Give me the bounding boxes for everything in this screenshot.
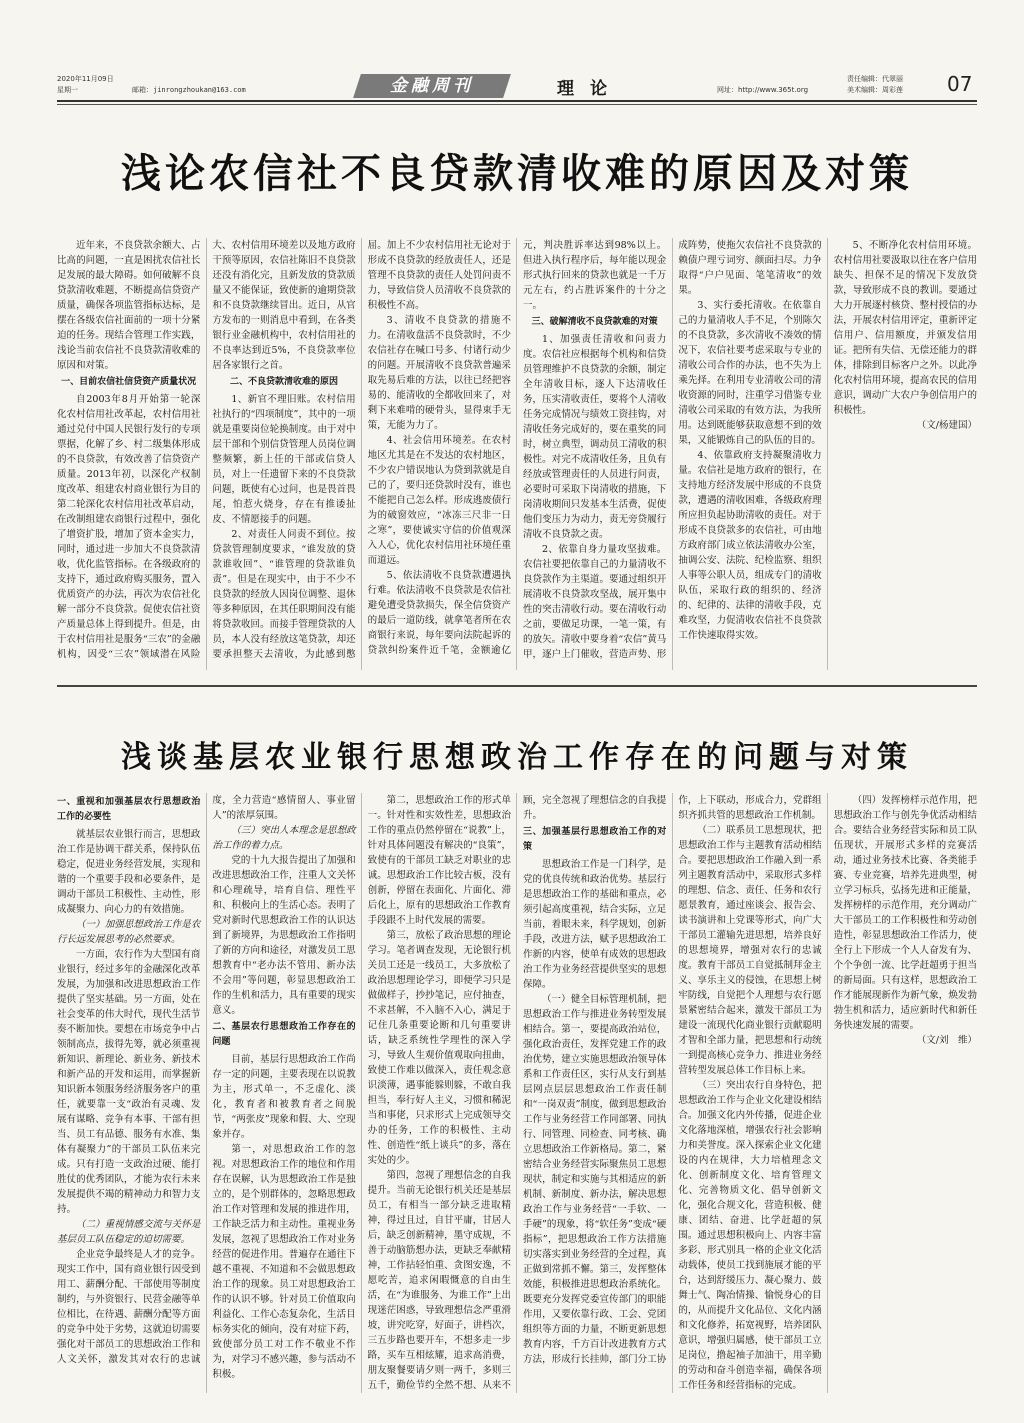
article1-section-heading: 二、不良贷款清收难的原因	[229, 377, 338, 387]
article2-paragraph: 第三，放松了政治思想的理论学习。笔者调查发现，无论银行机关员工还是一线员工，大多放松了政治思想理论学习，即便学习只是做做样子，抄抄笔记，应付抽查，不求甚解，不入脑不入心，满足于记住几条重要论断和几句重要讲话，缺乏系统性学理性的深入学习，导致人生观价值观取向扭曲，致使工作难以做深入，责任观念意识淡薄，遇事能躲则躲，不敢自我担当，奉行好人主义，习惯和稀泥当和事佬，只求形式上完成领导交办的任务，工作的积极性、主动性、创造性“纸上谈兵”的多，落在实处的少。	[367, 930, 511, 1166]
section-title: 理论	[557, 79, 623, 99]
article1-section-heading: 三、破解清收不良贷款难的对策	[531, 317, 658, 327]
article2-title: 浅谈基层农业银行思想政治工作存在的问题与对策	[121, 740, 913, 775]
art-editor: 美术编辑：周彩莲	[847, 86, 903, 94]
article1-body	[57, 238, 977, 670]
article1-byline: （文/杨建国）	[916, 420, 977, 431]
article1-paragraph: 3、清收不良贷款的措施不力。在清收盘活不良贷款时，不少农信社存在喊口号多、付诸行动少的问题。开展清收不良贷款普遍采取先易后难的方法，以往已经把容易的、能清收的全都收回来了，对剩下来难啃的硬骨头，显得束手无策，无能为力了。	[367, 315, 511, 431]
article2-paragraph: 党的十九大报告提出了加强和改进思想政治工作，注重人文关怀和心理疏导，培育自信、理性平和、积极向上的生活心态。表明了党对新时代思想政治工作的认识达到了新境界，为思想政治工作指明了新的方向和途径，对激发员工思想教育中“老办法不管用、新办法不会用”等问题，彰显思想政治工作的生机和活力，具有重要的现实意义。	[212, 855, 356, 1016]
article2-section-heading: 一、重视和加强基层农行思想政治工作的必要性	[57, 797, 201, 822]
article2-byline: （文/刘 维）	[916, 1035, 977, 1046]
contact-email: 邮箱：jinrongzhoukan@163.com	[132, 86, 246, 94]
article2-paragraph: （三）突出农行自身特色，把思想政治工作与企业文化建设相结合。加强文化内外传播，促进企业文化落地深植，增强农行社会影响力和美誉度。深入探索企业文化建设的内在规律，大力培植理念文化、创新制度文化、培育管理文化、完善物质文化、倡导创新文化，强化合规文化，营造积极、健康、团结、奋进、比学赶超的氛围。通过思想积极向上、内容丰富多彩、形式别具一格的企业文化活动载体，使员工找到施展才能的平台，达到舒缓压力、凝心聚力、鼓舞士气、陶冶情操、愉悦身心的目的，从而提升文化品位、文化内涵和文化修养，拓宽视野，培养团队意识，增强归属感，使干部员工立足岗位，撸起袖子加油干，用辛勤的劳动和奋斗创造幸福，确保各项工作任务和经营指标的完成。	[678, 1080, 822, 1391]
article1-section-heading: 一、目前农信社信贷资产质量状况	[61, 377, 197, 387]
article2-paragraph: 目前，基层行思想政治工作尚存一定的问题，主要表现在以说教为主，形式单一，不乏虚化、淡化，教育者和被教育者之间脱节，“两张皮”现象和假、大、空现象并存。	[212, 1054, 356, 1140]
article2-paragraph: （一）健全目标管理机制，把思想政治工作与推进业务转型发展相结合。第一，要提高政治站位，强化政治责任，发挥党建工作的政治优势，建立实施思想政治领导体系和工作责任区，实行从支行到基层网点层层思想政治工作责任制和“一岗双责”制度，做到思想政治工作与业务经营工作同部署、同执行、同管理、同检查、同考核、确立思想政治工作新格局。第二，紧密结合业务经营实际聚焦员工思想现状，制定和实施与其相适应的新机制、新制度、新办法，解决思想政治工作与业务经营“一手软、一手硬”的现象，将“软任务”变成“硬指标”，把思想政治工作方法措施切实落实到业务经营的全过程，真正做到常抓不懈。第三，发挥整体效能，积极推进思想政治系统化。既要充分发挥党委宣传部门的职能作用，又要依靠行政、工会、党团组织等方面的力量，不断更新思想教育内容，千方百计改进教育方式方法，形成行长挂帅，部门分工协作，上下联动，形成合力，党群组织齐抓共管的思想政治工作机制。	[522, 795, 822, 1365]
article1-title: 浅论农信社不良贷款清收难的原因及对策	[121, 150, 913, 197]
article1-paragraph: 5、不断净化农村信用环境。农村信用社要汲取以往在客户信用缺失、担保不足的情况下发放贷款，导致形成不良的教训。要通过大力开展逐村核贷、整村授信的办法，开展农村信用评定，重新评定信用户、信用额度，并颁发信用证。把所有失信、无偿还能力的群体，排除到目标客户之外。以此净化农村信用环境，提高农民的信用意识，调动广大农户争创信用户的积极性。	[833, 240, 977, 416]
article1-paragraph: 2、依靠自身力量攻坚拔难。农信社要把依靠自己的力量清收不良贷款作为主渠道。要通过组织开展清收不良贷款攻坚战，展开集中性的突击清收行动。要在清收行动之前，要做足功课，一笔一策，有的放矢。清收中要身着“农信”黄马甲，逐户上门催收，营造声势、形成阵势，使拖欠农信社不良贷款的赖债户理亏词穷、颜面扫尽。力争取得“户户见面、笔笔清收”的效果。	[522, 240, 822, 660]
article2-paragraph: 一方面，农行作为大型国有商业银行，经过多年的金融深化改革发展，为加强和改进思想政治工作提供了坚实基础。另一方面，处在社会变革的伟大时代，现代生活节奏不断加快。要想在市场竞争中占领制高点，拔得先筹，就必须重视新知识、新理论、新业务、新技术和新产品的开发和运用，而掌握新知识新本领服务经济服务客户的重任，就要靠一支“政治有灵魂、发展有谋略、竞争有本事、干部有担当、员工有品德、服务有水准、集体有凝聚力”的干部员工队伍来完成。只有打造一支政治过硬、能打胜仗的优秀团队，才能为农行未来发展提供不竭的精神动力和智力支持。	[57, 949, 201, 1215]
article1-paragraph: 5、依法清收不良贷款遭遇执行难。依法清收不良贷款是农信社避免遭受贷款损失，保全信贷资产的最后一道防线，就拿笔者所在农商银行来说，每年要向法院起诉的贷款纠纷案件近千笔，金额逾亿元，判决胜诉率达到98%以上。但进入执行程序后，每年能以现金形式执行回来的贷款也就是一千万元左右，约占胜诉案件的十分之一。	[367, 240, 667, 656]
article1-paragraph: 自2003年8月开始第一轮深化农村信用社改革起，农村信用社通过兑付中国人民银行发行的专项票据，化解了乡、村二级集体形成的不良贷款，有效改善了信贷资产质量。2013年初，以深化产权制度改革、组建农村商业银行为目的第二轮深化农村信用社改革启动，在改制组建农商银行过程中，强化了增资扩股，增加了资本金实力，同时，通过进一步加大不良贷款清收，优化监管指标。在各级政府的支持下，通过政府购买服务，置入优质资产的办法，再次为农信社化解一部分不良贷款。促使农信社资产质量总体上得到提升。但是，由于农村信用社是服务“三农”的金融机构，因受“三农”领域潜在风险大、农村信用环境差以及地方政府干预等原因，农信社陈旧不良贷款还没有消化完，且新发放的贷款质量又不能保证，致使新的逾期贷款和不良贷款继续冒出。近日，从官方发布的一则消息中看到，在各类银行业金融机构中，农村信用社的不良率达到近5%，不良贷款率位居各家银行之首。	[57, 240, 356, 660]
article2-paragraph: （二）联系员工思想现状，把思想政治工作与主题教育活动相结合。要把思想政治工作融入到一系列主题教育活动中，采取形式多样的理想、信念、责任、任务和农行愿景教育，通过座谈会、报告会、读书演讲和上党课等形式，向广大干部员工灌输先进思想，培养良好的思想境界，增强对农行的忠诚度。教育干部员工自觉抵制拜金主义、享乐主义的侵蚀，在思想上树牢防线，自觉把个人理想与农行愿景紧密结合起来，激发干部员工为建设一流现代化商业银行贡献聪明才智和全部力量，把思想和行动统一到提高核心竞争力、推进业务经营转型发展总体工作目标上来。	[678, 825, 822, 1076]
brand-name: 金融周刊	[390, 76, 474, 96]
article2-section-heading: 三、加强基层行思想政治工作的对策	[522, 827, 667, 852]
page-header	[57, 68, 977, 104]
brand-logo	[353, 74, 511, 98]
responsible-editor: 责任编辑：代翠丽	[847, 75, 903, 83]
issue-date: 2020年11月09日	[57, 75, 114, 83]
article1-paragraph: 4、依靠政府支持凝聚清收力量。农信社是地方政府的银行，在支持地方经济发展中形成的不良贷款，遭遇的清收困难，各级政府理所应担负起协助清收的责任。对于形成不良贷款多的农信社，可由地方政府部门成立依法清收办公室，抽调公安、法院、纪检监察、组织人事等公职人员，组成专门的清收队伍，采取行政的组织的、经济的、纪律的、法律的清收手段，克难攻坚，力促清收农信社不良贷款工作快速取得实效。	[678, 450, 822, 641]
header-rule	[57, 100, 977, 102]
article1-paragraph: 2、对责任人问责不到位。按贷款管理制度要求，“谁发放的贷款谁收回”、“谁管理的贷款谁负责”。但是在现实中，由于不少不良贷款的经放人因岗位调整、退休等多种原因，在其任职期间没有能将贷款收回。而接手管理贷款的人员，本人没有经放这笔贷款，却还要承担整天去清收，为此感到憋屈。加上不少农村信用社无论对于形成不良贷款的经放责任人，还是管理不良贷款的责任人处罚问责不力，导致信贷人员清收不良贷款的积极性不高。	[212, 240, 511, 660]
article1-paragraph: 近年来，不良贷款余额大、占比高的问题，一直是困扰农信社长足发展的最大障碍。如何破解不良贷款清收难题，不断提高信贷资产质量，确保各项监管指标达标，是摆在各级农信社面前的一项十分紧迫的任务。现结合管理工作实践，浅论当前农信社不良贷款清收难的原因和对策。	[57, 240, 201, 371]
issue-date-block	[57, 74, 114, 96]
article2-subheading: （一）加强思想政治工作是农行长远发展思考的必然要求。	[57, 919, 201, 945]
article-divider	[57, 685, 977, 687]
header-rule-thin	[57, 104, 977, 105]
article2-paragraph: 第二，思想政治工作的形式单一。针对性和实效性差，思想政治工作的重点仍然停留在“说教”上，针对具体问题没有解决的“良策”，致使有的干部员工缺乏对职业的忠诚。思想政治工作比较古板，没有创新，停留在表面化、片面化、滞后化上，原有的思想政治工作教育手段跟不上时代发展的需要。	[367, 795, 511, 926]
article2-paragraph: （四）发挥榜样示范作用，把思想政治工作与创先争优活动相结合。要结合业务经营实际和员工队伍现状，开展形式多样的竞赛活动，通过业务技术比赛、各类能手赛、专业竞赛，培养先进典型，树立学习标兵，弘扬先进和正能量，发挥榜样的示范作用，充分调动广大干部员工的工作积极性和劳动创造性，彰显思想政治工作活力，使全行上下形成一个人人奋发有为、个个争创一流、比学赶超勇于担当的新局面。只有这样，思想政治工作才能展现新作为新气象，焕发勃勃生机和活力，适应新时代和新任务快速发展的需要。	[833, 795, 977, 1031]
page-number: 07	[947, 72, 973, 96]
article2-subheading: （二）重视情感交流与关怀是基层员工队伍稳定的迫切需要。	[57, 1219, 201, 1245]
issue-weekday: 星期一	[57, 86, 78, 94]
article2-body	[57, 793, 977, 1393]
article1-paragraph: 1、新官不理旧账。农村信用社执行的“四项制度”，其中的一项就是重要岗位轮换制度。由于对中层干部和个别信贷管理人员岗位调整频繁，新上任的干部或信贷人员，对上一任遗留下来的不良贷款问题，既使有心过问，也是畏首畏尾，怕惹火烧身，存在有推诿扯皮、不情愿接手的问题。	[212, 394, 356, 525]
article2-paragraph: 就基层农业银行而言，思想政治工作是协调干群关系，保持队伍稳定，促进业务经营发展，实现和谐的一个重要手段和必要条件，是调动干部员工积极性、主动性，形成凝聚力、向心力的有效措施。	[57, 829, 201, 915]
article2-paragraph: 第四，忽视了理想信念的自我提升。当前无论银行机关还是基层员工，有相当一部分缺乏进取精神，得过且过，自甘平庸，甘居人后，缺乏创新精神，墨守成规，不善于动脑筋想办法，更缺乏奉献精神，工作拈轻怕重、贪图安逸，不愿吃苦，追求闲暇慨意的自由生活，在“为谁服务、为谁工作”上出现迷茫困惑，导致理想信念严重滑坡，讲究吃穿，好面子，讲档次，三五步路也要开车，不想多走一步路，买车互相炫耀，追求高消费，朋友聚餐要请夕则一两千，多则三五千，勤俭节约全然不想、从来不顾，完全忽视了理想信念的自我提升。	[367, 795, 667, 1391]
article1-paragraph: 3、实行委托清收。在依靠自己的力量清收人手不足，个别陈欠的不良贷款，多次清收不凑效的情况下，农信社要考虑采取与专业的清收公司合作的办法，也不失为上乘先择。在利用专业清收公司的清收资源的同时，注重学习借鉴专业清收公司采取的有效方法，为我所用。达到既能够获取意想不到的效果，又能锻炼自己的队伍的目的。	[678, 300, 822, 446]
article2-section-heading: 二、基层农行思想政治工作存在的问题	[212, 1022, 356, 1047]
website-url: 网址：http://www.365t.org	[717, 86, 809, 94]
article2-paragraph: 企业竞争最终是人才的竞争。现实工作中，国有商业银行因受到用工、薪酬分配、干部使用等制度制约，与外资银行、民营金融等单位相比，在待遇、薪酬分配等方面的竞争中处于劣势，这就迫切需要强化对干部员工的思想政治工作和人文关怀，激发其对农行的忠诚度，全力营造“感情留人、事业留人”的浓厚氛围。	[57, 795, 356, 1365]
article2-subheading: （三）突出人本理念是思想政治工作的着力点。	[212, 825, 356, 851]
article2-paragraph: 思想政治工作是一门科学，是党的优良传统和政治优势。基层行是思想政治工作的基础和重点，必须引起高度重视，结合实际，立足当前，着眼未来，科学规划，创新手段，改进方法，赋予思想政治工作新的内容，使单有成效的思想政治工作为业务经营提供坚实的思想保障。	[522, 859, 667, 990]
article1-paragraph: 4、社会信用环境差。在农村地区尤其是在不发达的农村地区，不少农户错误地认为贷到款就是自己的了，要归还贷款时没有，谁也不能把自己怎么样。形成逃废债行为的破窗效应，“冰冻三尺非一日之寒”，要使诚实守信的价值观深入人心，优化农村信用社环境任重而道远。	[367, 435, 511, 566]
article1-paragraph: 1、加强责任清收和问责力度。农信社应根据每个机构和信贷员管理维护不良贷款的余额，制定全年清收目标，逐人下达清收任务，压实清收责任，要将个人清收任务完成情况与绩效工资挂钩，对清收任务完成好的，要在重奖的同时，树立典型，调动员工清收的积极性。对完不成清收任务，且负有经放或管理责任的人员进行问责，必要时可采取下岗清收的措施，下岗清收期间只发基本生活费，促使他们变压力为动力，责无旁贷履行清收不良贷款之责。	[522, 334, 667, 540]
article2-paragraph: 第一，对思想政治工作的忽视。对思想政治工作的地位和作用存在误解，认为思想政治工作是独立的，是个别群体的，忽略思想政治工作对管理和发展的推进作用，工作缺乏活力和主动性。重视业务发展，忽视了思想政治工作对业务经营的促进作用。普遍存在通往下越不重视、不知道和不会做思想政治工作的现象。员工对思想政治工作的认识不够。针对员工价值取向利益化、工作心态复杂化，生活目标务实化的倾向，没有对症下药，致使部分员工对工作不敬业不作为，对学习不感兴趣，参与活动不积极。	[212, 1144, 356, 1380]
editors-block	[847, 74, 903, 96]
